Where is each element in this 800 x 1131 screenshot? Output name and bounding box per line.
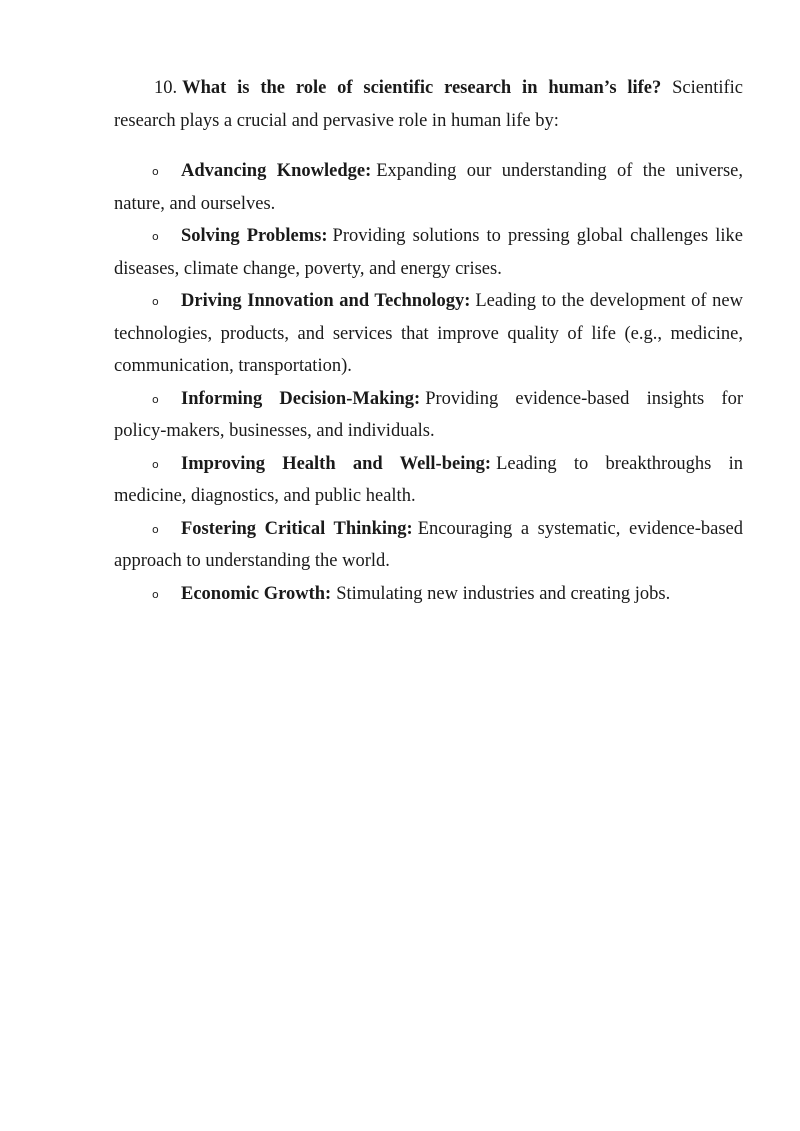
item-text: Encouraging a systematic, evidence-based approach to understanding the world.	[114, 518, 743, 571]
item-term: Fostering Critical Thinking:	[181, 518, 413, 539]
item-term: Informing Decision-Making:	[181, 388, 421, 409]
question-number: 10.	[154, 78, 178, 98]
item-term: Advancing Knowledge:	[181, 161, 372, 181]
list-item	[114, 220, 743, 285]
question-intro: Scientific research plays a crucial and pervasive role in human life by:	[114, 78, 744, 131]
item-term: Solving Problems:	[181, 226, 328, 246]
item-text: Leading to breakthroughs in medicine, diagnostics, and public health.	[114, 453, 743, 506]
list-item	[114, 155, 743, 220]
list-item	[114, 448, 743, 513]
bullet-icon: o	[152, 457, 159, 471]
role-list	[114, 155, 743, 610]
item-text: Stimulating new industries and creating jobs.	[336, 583, 671, 604]
item-text: Leading to the development of new technologies, products, and services that improve quality of life (e.g., medicine, communication, transportation).	[114, 291, 743, 376]
document-page	[114, 72, 743, 610]
list-item	[114, 383, 743, 448]
bullet-icon: o	[152, 522, 159, 536]
item-term: Driving Innovation and Technology:	[181, 291, 471, 311]
item-text: Expanding our understanding of the universe, nature, and ourselves.	[114, 161, 743, 214]
question-title: What is the role of scientific research in human’s life?	[182, 78, 662, 98]
bullet-icon: o	[152, 165, 159, 178]
list-item	[114, 285, 743, 383]
bullet-icon: o	[152, 230, 159, 243]
bullet-icon: o	[152, 587, 159, 601]
item-term: Improving Health and Well-being:	[181, 453, 492, 474]
item-text: Providing solutions to pressing global challenges like diseases, climate change, poverty, and energy crises.	[114, 226, 744, 279]
bullet-icon: o	[152, 392, 159, 406]
item-text: Providing evidence-based insights for policy-makers, businesses, and individuals.	[114, 388, 743, 441]
list-item	[114, 513, 743, 578]
item-term: Economic Growth:	[181, 583, 332, 604]
list-item	[114, 578, 743, 611]
bullet-icon: o	[152, 295, 159, 308]
question-paragraph	[114, 72, 743, 137]
